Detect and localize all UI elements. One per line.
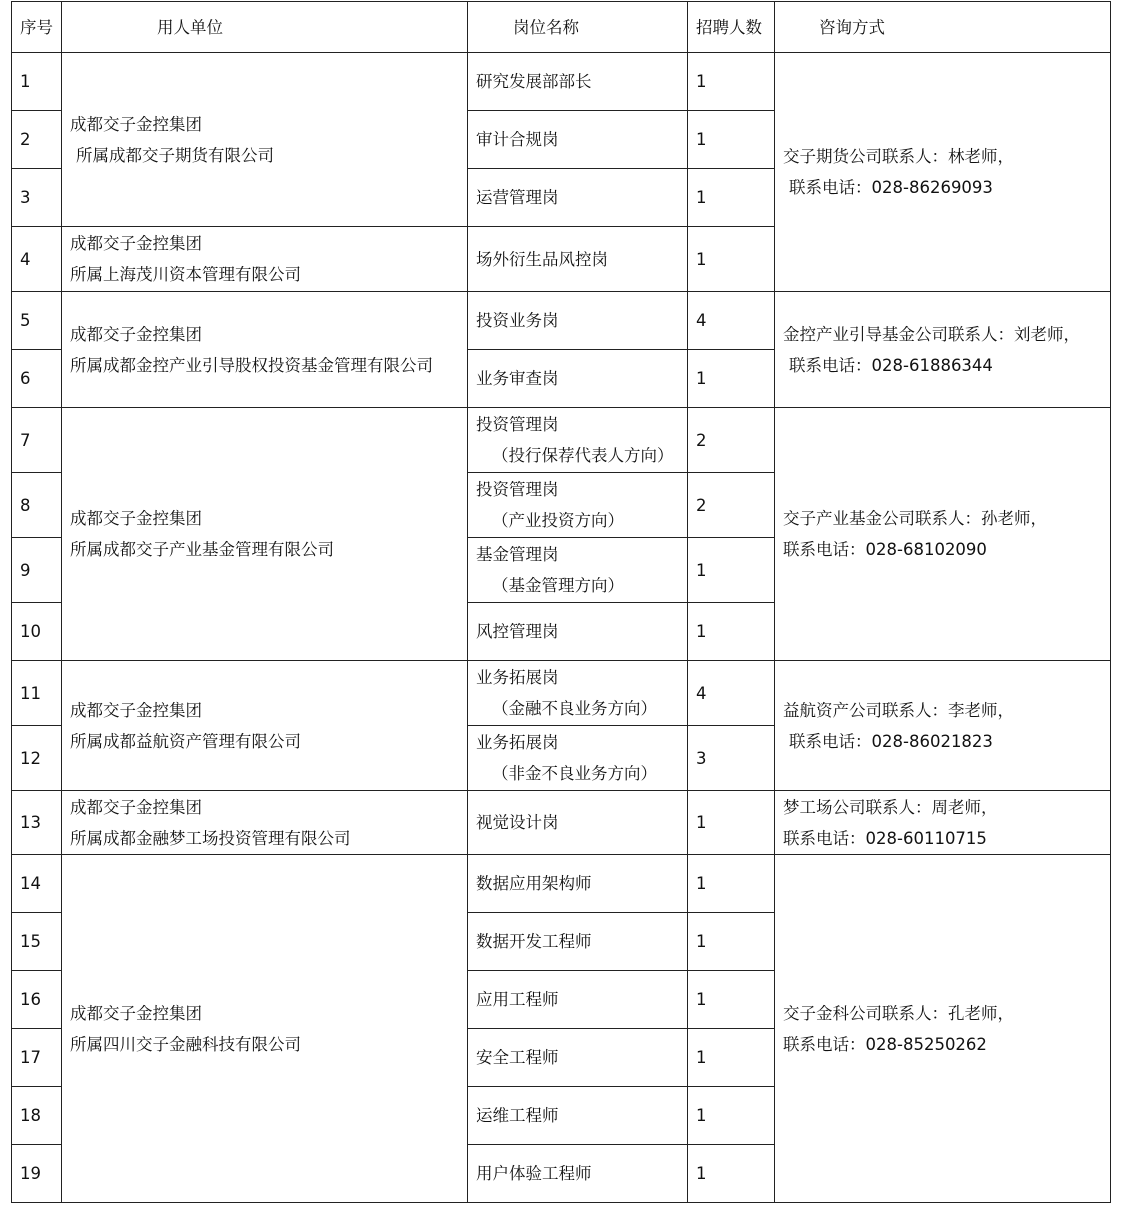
position-line: 投资管理岗	[476, 480, 559, 499]
text-line: 益航资产公司联系人：李老师，	[783, 700, 1014, 720]
position-line: （金融不良业务方向）	[492, 699, 657, 718]
cell-unit	[62, 227, 468, 292]
cell-count: 1	[688, 603, 775, 661]
cell-position	[468, 1145, 688, 1203]
cell-unit	[62, 53, 468, 227]
position-line: 数据开发工程师	[476, 932, 592, 951]
cell-count: 4	[688, 292, 775, 350]
cell-position	[468, 292, 688, 350]
cell-position	[468, 791, 688, 855]
text-line: 联系电话：028-85250262	[783, 1034, 987, 1054]
position-line: 投资管理岗	[476, 415, 559, 434]
cell-no: 5	[12, 292, 62, 350]
position-line: 场外衍生品风控岗	[476, 249, 608, 269]
cell-count: 3	[688, 726, 775, 791]
cell-position	[468, 1029, 688, 1087]
cell-position	[468, 53, 688, 111]
cell-unit	[62, 292, 468, 408]
text-line: 金控产业引导基金公司联系人：刘老师，	[783, 324, 1080, 344]
text-line: 成都交子金控集团	[70, 234, 202, 253]
cell-unit	[62, 855, 468, 1203]
cell-position	[468, 661, 688, 726]
cell-count: 1	[688, 855, 775, 913]
position-line: 研究发展部部长	[476, 72, 592, 91]
position-line: 用户体验工程师	[476, 1164, 592, 1183]
cell-count: 2	[688, 408, 775, 473]
text-line: 成都交子金控集团	[70, 324, 202, 344]
cell-position	[468, 169, 688, 227]
cell-position	[468, 1087, 688, 1145]
text-line: 所属成都金融梦工场投资管理有限公司	[70, 828, 351, 848]
cell-position	[468, 726, 688, 791]
cell-no: 8	[12, 473, 62, 538]
cell-position	[468, 855, 688, 913]
position-line: 风控管理岗	[476, 622, 559, 641]
cell-count: 1	[688, 971, 775, 1029]
text-line: 所属四川交子金融科技有限公司	[70, 1034, 301, 1054]
position-line: 运营管理岗	[476, 188, 559, 207]
position-line: 业务拓展岗	[476, 733, 559, 752]
header-row	[12, 2, 1111, 53]
cell-no: 19	[12, 1145, 62, 1203]
position-line: （产业投资方向）	[492, 511, 624, 530]
cell-count: 1	[688, 227, 775, 292]
cell-unit	[62, 791, 468, 855]
cell-contact	[775, 855, 1111, 1203]
position-line: （投行保荐代表人方向）	[492, 446, 674, 465]
cell-no: 14	[12, 855, 62, 913]
header-position: 岗位名称	[468, 2, 688, 53]
position-line: （非金不良业务方向）	[492, 764, 657, 783]
text-line: 联系电话：028-86021823	[789, 731, 993, 751]
table-row	[12, 661, 1111, 726]
position-line: 应用工程师	[476, 990, 559, 1009]
cell-count: 1	[688, 111, 775, 169]
table-row	[12, 791, 1111, 855]
table-row	[12, 408, 1111, 473]
text-line: 联系电话：028-68102090	[783, 540, 987, 559]
position-line: 数据应用架构师	[476, 874, 592, 893]
text-line: 成都交子金控集团	[70, 1003, 202, 1023]
table-body	[12, 53, 1111, 1203]
cell-position	[468, 971, 688, 1029]
cell-no: 2	[12, 111, 62, 169]
cell-no: 4	[12, 227, 62, 292]
position-line: （基金管理方向）	[492, 576, 624, 595]
table-row	[12, 855, 1111, 913]
table-row	[12, 292, 1111, 350]
text-line: 成都交子金控集团	[70, 700, 202, 720]
text-line: 所属成都益航资产管理有限公司	[70, 731, 301, 751]
position-line: 投资业务岗	[476, 311, 559, 330]
cell-position	[468, 473, 688, 538]
text-line: 联系电话：028-61886344	[789, 355, 993, 375]
cell-position	[468, 603, 688, 661]
text-line: 成都交子金控集团	[70, 797, 202, 817]
header-no: 序号	[12, 2, 62, 53]
header-count: 招聘人数	[688, 2, 775, 53]
text-line: 梦工场公司联系人：周老师，	[783, 797, 998, 817]
position-line: 视觉设计岗	[476, 813, 559, 832]
cell-position	[468, 913, 688, 971]
position-line: 安全工程师	[476, 1048, 559, 1067]
cell-count: 1	[688, 1087, 775, 1145]
cell-no: 9	[12, 538, 62, 603]
cell-count: 1	[688, 169, 775, 227]
text-line: 联系电话：028-86269093	[789, 178, 993, 197]
cell-no: 12	[12, 726, 62, 791]
text-line: 所属上海茂川资本管理有限公司	[70, 265, 301, 284]
cell-count: 1	[688, 791, 775, 855]
cell-count: 1	[688, 913, 775, 971]
text-line: 所属成都交子期货有限公司	[76, 145, 274, 165]
text-line: 所属成都金控产业引导股权投资基金管理有限公司	[70, 355, 433, 375]
cell-position	[468, 408, 688, 473]
cell-position	[468, 111, 688, 169]
cell-no: 11	[12, 661, 62, 726]
cell-position	[468, 538, 688, 603]
header-contact: 咨询方式	[775, 2, 1111, 53]
cell-count: 1	[688, 1145, 775, 1203]
cell-contact	[775, 791, 1111, 855]
cell-no: 10	[12, 603, 62, 661]
position-line: 基金管理岗	[476, 545, 559, 564]
cell-count: 1	[688, 53, 775, 111]
cell-contact	[775, 53, 1111, 292]
table-row	[12, 53, 1111, 111]
cell-no: 6	[12, 350, 62, 408]
position-line: 业务审查岗	[476, 369, 559, 388]
position-line: 审计合规岗	[476, 130, 559, 149]
text-line: 交子产业基金公司联系人：孙老师，	[783, 509, 1047, 528]
cell-unit	[62, 408, 468, 661]
position-line: 业务拓展岗	[476, 668, 559, 687]
cell-no: 15	[12, 913, 62, 971]
cell-count: 1	[688, 350, 775, 408]
text-line: 联系电话：028-60110715	[783, 828, 987, 848]
cell-contact	[775, 408, 1111, 661]
header-unit: 用人单位	[62, 2, 468, 53]
position-line: 运维工程师	[476, 1106, 559, 1125]
text-line: 交子金科公司联系人：孔老师，	[783, 1003, 1014, 1023]
cell-no: 3	[12, 169, 62, 227]
cell-no: 17	[12, 1029, 62, 1087]
cell-position	[468, 350, 688, 408]
cell-count: 1	[688, 1029, 775, 1087]
cell-count: 2	[688, 473, 775, 538]
text-line: 成都交子金控集团	[70, 509, 202, 528]
cell-no: 7	[12, 408, 62, 473]
text-line: 成都交子金控集团	[70, 114, 202, 134]
cell-unit	[62, 661, 468, 791]
cell-position	[468, 227, 688, 292]
text-line: 交子期货公司联系人：林老师，	[783, 147, 1014, 166]
text-line: 所属成都交子产业基金管理有限公司	[70, 540, 334, 559]
recruitment-table	[11, 1, 1111, 1203]
cell-no: 1	[12, 53, 62, 111]
cell-contact	[775, 292, 1111, 408]
cell-no: 13	[12, 791, 62, 855]
cell-no: 18	[12, 1087, 62, 1145]
cell-count: 1	[688, 538, 775, 603]
cell-no: 16	[12, 971, 62, 1029]
cell-count: 4	[688, 661, 775, 726]
cell-contact	[775, 661, 1111, 791]
